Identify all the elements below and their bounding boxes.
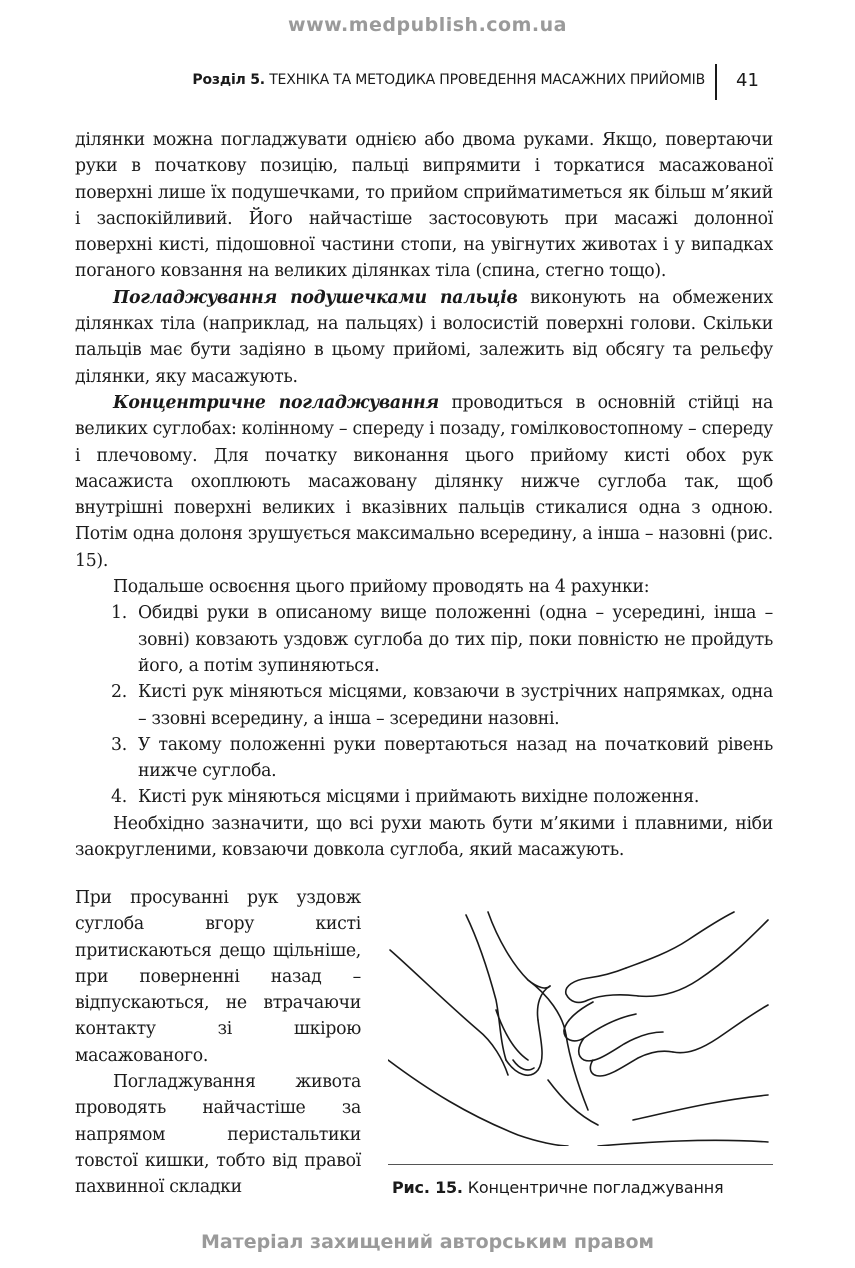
paragraph-6: При просуванні рук уздовж суглоба вгору кисті притискаються дещо щільніше, при поверненні назад – відпускаються, не втрачаючи контакту зі шкірою масажованого. xyxy=(75,888,361,1066)
watermark-url: www.medpublish.com.ua xyxy=(288,14,567,36)
page-number: 41 xyxy=(736,70,759,91)
list-item xyxy=(75,600,773,679)
hands-massage-illustration xyxy=(388,910,773,1146)
side-text-column xyxy=(75,885,361,1201)
figure-rule xyxy=(388,1164,773,1165)
paragraph-5: Необхідно зазначити, що всі рухи мають бути м’якими і плавними, ніби заокругленими, ковзаючи довкола суглоба, який масажують. xyxy=(75,813,773,861)
section-title: ТЕХНІКА ТА МЕТОДИКА ПРОВЕДЕННЯ МАСАЖНИХ ПРИЙОМІВ xyxy=(269,72,705,88)
figure-caption xyxy=(392,1178,723,1197)
figure-15 xyxy=(388,910,773,1146)
paragraph-3-text: проводиться в основній стійці на великих суглобах: колінному – спереду і позаду, гомілковостопному – спереду і плечовому. Для початку виконання цього прийому кисті обох рук масажиста охоплюють масажовану ділянку нижче суглоба так, щоб внутрішні поверхні великих і вказівних пальців стикалися одна з одною. Потім одна долоня зрушується максимально всередину, а інша – назовні (рис. 15). xyxy=(75,392,774,571)
paragraph-3 xyxy=(75,390,773,574)
copyright-watermark: Матеріал захищений авторським правом xyxy=(200,1231,655,1253)
caption-text: Концентричне погладжування xyxy=(462,1178,724,1197)
paragraph-7: Погладжування живота проводять найчастіше за напрямом перистальтики товстої кишки, тобто від правої пахвинної складки xyxy=(75,1072,361,1198)
paragraph-2 xyxy=(75,285,773,390)
caption-label: Рис. 15. xyxy=(392,1178,463,1197)
list-item-text: У такому положенні руки повертаються назад на початковий рівень нижче суглоба. xyxy=(138,734,773,782)
paragraph-4: Подальше освоєння цього прийому проводять на 4 рахунки: xyxy=(113,577,650,598)
list-item-number: 2. xyxy=(111,682,127,703)
list-item-number: 1. xyxy=(111,603,127,624)
list-item-text: Обидві руки в описаному вище положенні (одна – усередині, інша – зовні) ковзають уздовж суглоба до тих пір, поки повністю не пройдуть його, а потім зупиняються. xyxy=(138,603,773,676)
list-item xyxy=(75,679,773,732)
list-item-number: 4. xyxy=(111,787,127,808)
steps-list xyxy=(75,600,773,810)
section-label: Розділ 5. xyxy=(192,72,265,88)
header-divider xyxy=(715,64,717,100)
running-head xyxy=(150,72,705,88)
main-text xyxy=(75,127,773,863)
term-concentric-stroking: Концентричне погладжування xyxy=(113,392,439,413)
paragraph-1: ділянки можна погладжувати однією або двома руками. Якщо, повертаючи руки в початкову позицію, пальці випрямити і торкатися масажованої поверхні лише їх подушечками, то прийом сприйматиметься як більш м’який і заспокійливий. Його найчастіше застосовують при масажі долонної поверхні кисті, підошовної частини стопи, на увігнутих животах і у випадках поганого ковзання на великих ділянках тіла (спина, стегно тощо). xyxy=(75,130,773,282)
list-item xyxy=(75,784,773,810)
list-item-number: 3. xyxy=(111,734,127,755)
list-item xyxy=(75,732,773,785)
list-item-text: Кисті рук міняються місцями і приймають вихідне положення. xyxy=(138,787,700,808)
list-item-text: Кисті рук міняються місцями, ковзаючи в зустрічних напрямках, одна – ззовні всередину, а інша – зсередини назовні. xyxy=(138,682,773,729)
term-fingertip-stroking: Погладжування подушечками пальців xyxy=(113,287,518,308)
paragraph-2-text: виконують на обмежених ділянках тіла (наприклад, на пальцях) і волосистій поверхні голови. Скільки пальців має бути задіяно в цьому прийомі, залежить від обсягу та рельєфу ділянки, яку масажують. xyxy=(75,287,773,387)
